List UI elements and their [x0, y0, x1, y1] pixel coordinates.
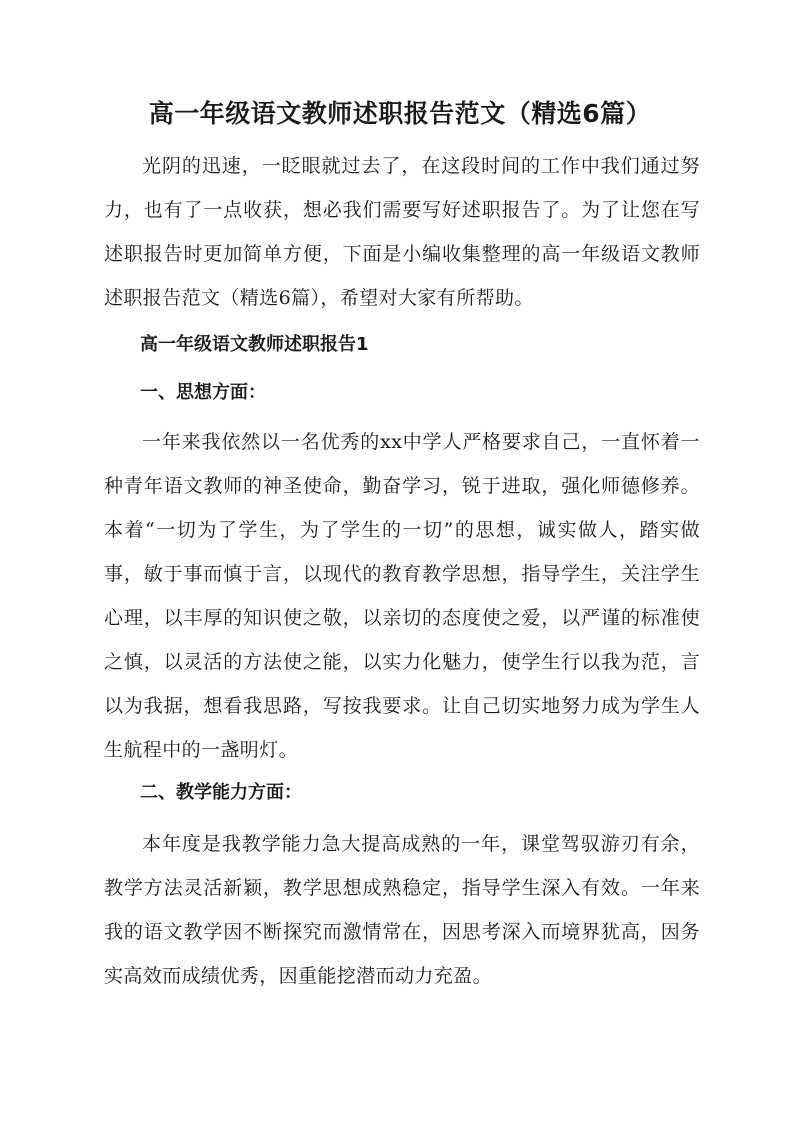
document-title: 高一年级语文教师述职报告范文（精选6篇）: [148, 99, 652, 128]
section-body-thought: 一年来我依然以一名优秀的xx中学人严格要求自己，一直怀着一种青年语文教师的神圣使命，勤奋学习，锐于进取，强化师德修养。本着“一切为了学生，为了学生的一切”的思想，诚实做人，踏实做事，敏于事而慎于言，以现代的教育教学思想，指导学生，关注学生心理，以丰厚的知识使之敬，以亲切的态度使之爱，以严谨的标准使之慎，以灵活的方法使之能，以实力化魅力，使学生行以我为范，言以为我据，想看我思路，写按我要求。让自己切实地努力成为学生人生航程中的一盏明灯。: [104, 431, 700, 761]
section-heading-thought: 一、思想方面：: [140, 382, 266, 403]
report-heading: 高一年级语文教师述职报告1: [140, 334, 369, 355]
intro-paragraph: 光阴的迅速，一眨眼就过去了，在这段时间的工作中我们通过努力，也有了一点收获，想必我们需要写好述职报告了。为了让您在写述职报告时更加简单方便，下面是小编收集整理的高一年级语文教师述职报告范文（精选6篇），希望对大家有所帮助。: [104, 155, 700, 309]
section-body-teaching-ability: 本年度是我教学能力急大提高成熟的一年，课堂驾驭游刃有余，教学方法灵活新颖，教学思想成熟稳定，指导学生深入有效。一年来我的语文教学因不断探究而激情常在，因思考深入而境界犹高，因务实高效而成绩优秀，因重能挖潜而动力充盈。: [104, 833, 700, 987]
section-heading-teaching-ability: 二、教学能力方面：: [140, 782, 302, 803]
